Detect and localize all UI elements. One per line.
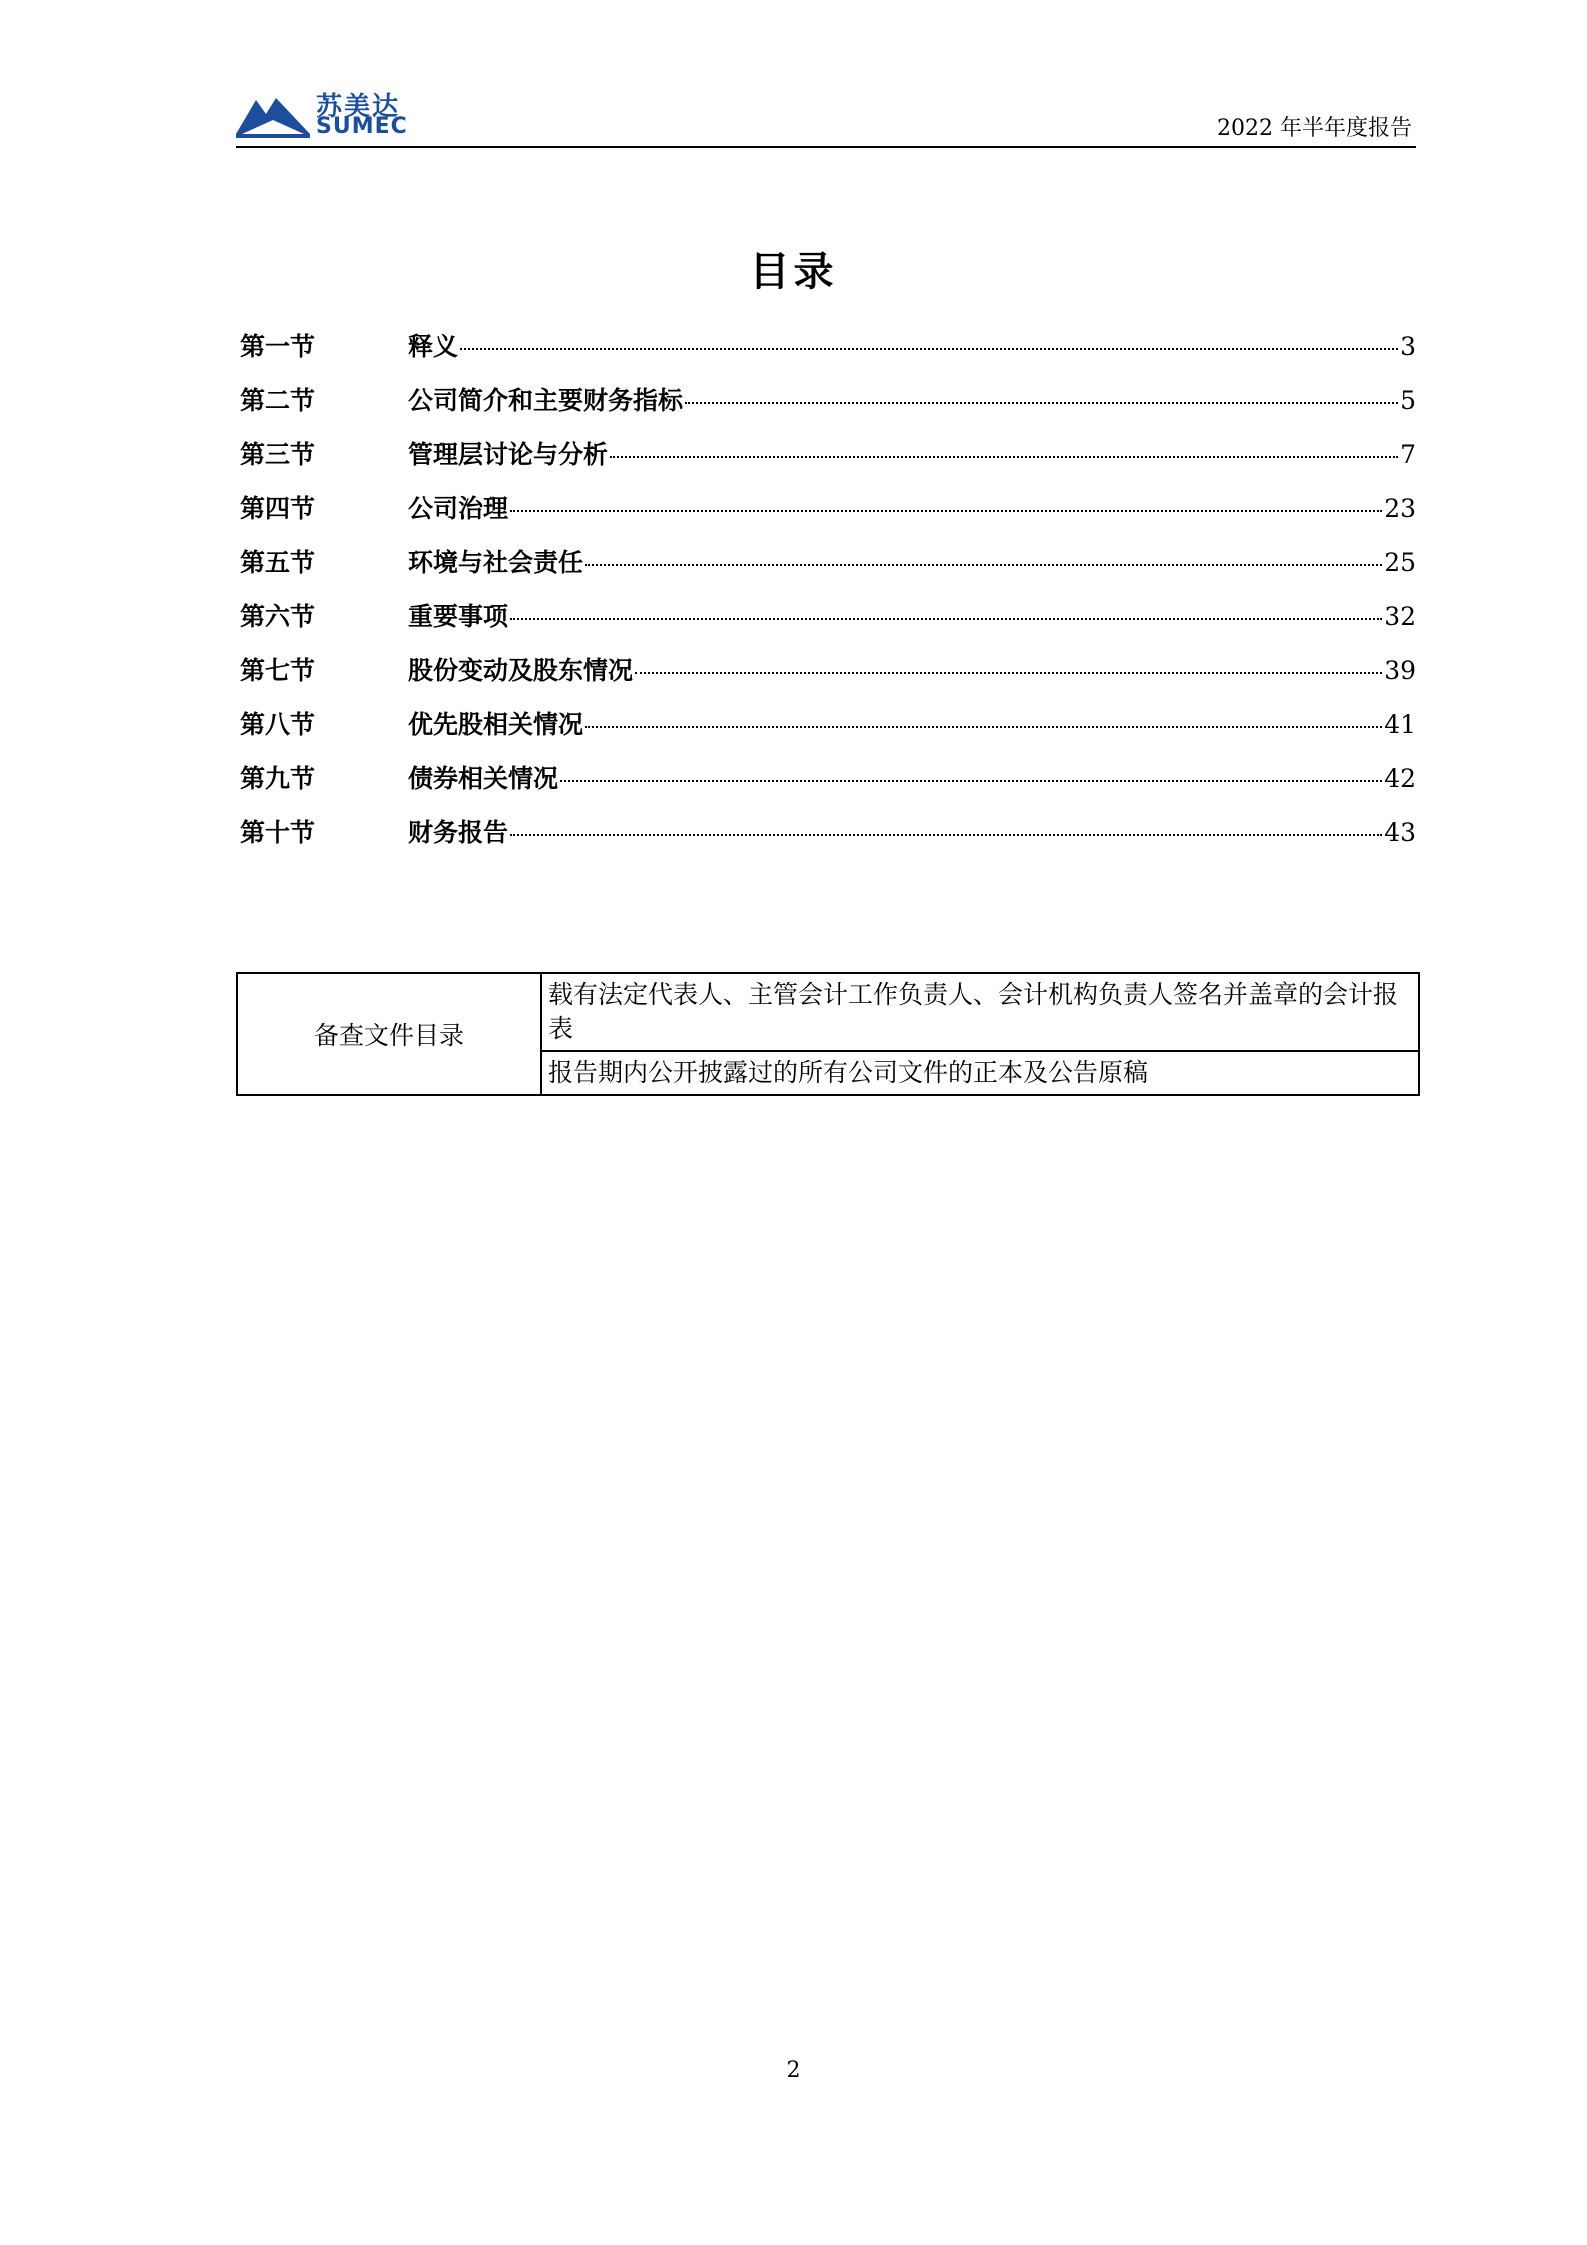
toc-entry bbox=[408, 651, 1416, 687]
toc-entry bbox=[408, 435, 1416, 471]
reference-docs-label: 备查文件目录 bbox=[237, 973, 541, 1095]
toc-page: 43 bbox=[1384, 818, 1416, 847]
toc-page: 32 bbox=[1384, 602, 1416, 631]
toc-row[interactable] bbox=[240, 534, 1416, 588]
reference-doc-item: 载有法定代表人、主管会计工作负责人、会计机构负责人签名并盖章的会计报表 bbox=[541, 973, 1419, 1051]
logo-english-name: SUMEC bbox=[316, 114, 408, 139]
toc-leader bbox=[510, 510, 1382, 512]
toc-entry bbox=[408, 705, 1416, 741]
toc-section: 第十节 bbox=[240, 818, 316, 847]
toc-entry bbox=[408, 597, 1416, 633]
toc-row[interactable] bbox=[240, 588, 1416, 642]
toc-section: 第一节 bbox=[240, 332, 316, 361]
toc-row[interactable] bbox=[240, 372, 1416, 426]
table-row bbox=[237, 973, 1419, 1051]
toc-title: 公司治理 bbox=[408, 494, 509, 523]
table-of-contents bbox=[240, 318, 1416, 858]
toc-page: 5 bbox=[1400, 386, 1416, 415]
toc-leader bbox=[560, 780, 1382, 782]
toc-page: 25 bbox=[1384, 548, 1416, 577]
mountain-logo-icon bbox=[236, 90, 310, 140]
toc-section: 第二节 bbox=[240, 386, 316, 415]
toc-page: 42 bbox=[1384, 764, 1416, 793]
toc-entry bbox=[408, 489, 1416, 525]
page-title: 目录 bbox=[749, 249, 838, 295]
toc-entry bbox=[408, 813, 1416, 849]
reference-docs-table bbox=[236, 972, 1420, 1096]
toc-page: 3 bbox=[1400, 332, 1416, 361]
reference-doc-item: 报告期内公开披露过的所有公司文件的正本及公告原稿 bbox=[541, 1051, 1419, 1095]
toc-page: 39 bbox=[1384, 656, 1416, 685]
toc-section: 第九节 bbox=[240, 764, 316, 793]
toc-title: 优先股相关情况 bbox=[408, 710, 584, 739]
toc-leader bbox=[635, 672, 1382, 674]
toc-row[interactable] bbox=[240, 750, 1416, 804]
toc-title: 债券相关情况 bbox=[408, 764, 559, 793]
logo-chinese-name: 苏美达 bbox=[316, 92, 401, 122]
toc-title: 管理层讨论与分析 bbox=[408, 440, 609, 469]
toc-title: 财务报告 bbox=[408, 818, 509, 847]
toc-entry bbox=[408, 381, 1416, 417]
toc-section: 第八节 bbox=[240, 710, 316, 739]
toc-leader bbox=[510, 618, 1382, 620]
toc-leader bbox=[510, 834, 1382, 836]
toc-row[interactable] bbox=[240, 480, 1416, 534]
toc-row[interactable] bbox=[240, 318, 1416, 372]
toc-title: 释义 bbox=[408, 332, 459, 361]
toc-entry bbox=[408, 327, 1416, 363]
company-logo bbox=[236, 90, 426, 140]
toc-leader bbox=[685, 402, 1398, 404]
toc-section: 第六节 bbox=[240, 602, 316, 631]
toc-title: 重要事项 bbox=[408, 602, 509, 631]
toc-section: 第四节 bbox=[240, 494, 316, 523]
toc-row[interactable] bbox=[240, 426, 1416, 480]
page-header bbox=[236, 84, 1416, 148]
toc-section: 第七节 bbox=[240, 656, 316, 685]
toc-page: 23 bbox=[1384, 494, 1416, 523]
toc-entry bbox=[408, 759, 1416, 795]
toc-title: 股份变动及股东情况 bbox=[408, 656, 634, 685]
page-number: 2 bbox=[786, 2058, 801, 2083]
toc-row[interactable] bbox=[240, 804, 1416, 858]
toc-entry bbox=[408, 543, 1416, 579]
toc-leader bbox=[610, 456, 1398, 458]
toc-page: 7 bbox=[1400, 440, 1416, 469]
toc-section: 第三节 bbox=[240, 440, 316, 469]
toc-section: 第五节 bbox=[240, 548, 316, 577]
toc-leader bbox=[460, 348, 1398, 350]
toc-row[interactable] bbox=[240, 642, 1416, 696]
toc-title: 公司简介和主要财务指标 bbox=[408, 386, 684, 415]
report-title: 2022 年半年度报告 bbox=[1217, 116, 1412, 141]
toc-page: 41 bbox=[1384, 710, 1416, 739]
toc-leader bbox=[585, 726, 1382, 728]
toc-title: 环境与社会责任 bbox=[408, 548, 584, 577]
toc-row[interactable] bbox=[240, 696, 1416, 750]
toc-leader bbox=[585, 564, 1382, 566]
